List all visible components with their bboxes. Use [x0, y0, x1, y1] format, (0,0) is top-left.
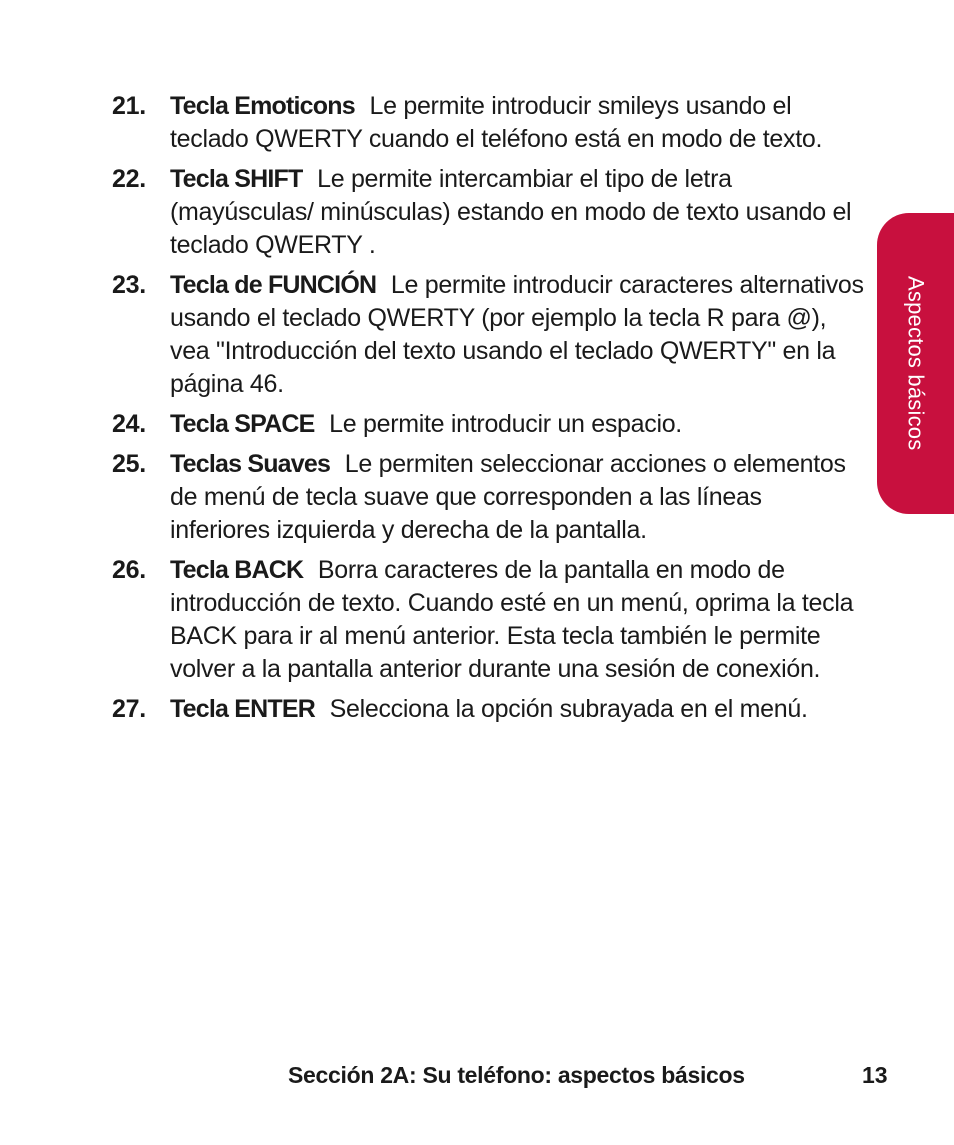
item-description: Le permite introducir caracteres alternativos usando el teclado QWERTY (por ejemplo la tecla R para @), vea "Introducción del texto usando el teclado QWERTY" en la página 46.	[170, 271, 864, 398]
item-description: Le permite introducir smileys usando el teclado QWERTY cuando el teléfono está en modo de texto.	[170, 92, 823, 153]
item-number: 21.	[112, 92, 146, 120]
item-description: Le permiten seleccionar acciones o elementos de menú de tecla suave que corresponden a las líneas inferiores izquierda y derecha de la pantalla.	[170, 450, 846, 544]
page-number: 13	[862, 1062, 888, 1088]
list-item	[112, 693, 864, 726]
item-term: Tecla Emoticons	[170, 92, 355, 120]
item-number: 27.	[112, 695, 146, 723]
item-term: Tecla de FUNCIÓN	[170, 271, 377, 299]
item-description: Selecciona la opción subrayada en el menú.	[329, 695, 808, 723]
item-number: 23.	[112, 271, 146, 299]
item-term: Tecla BACK	[170, 556, 304, 584]
side-tab-label: Aspectos básicos	[903, 276, 929, 451]
item-term: Tecla ENTER	[170, 695, 315, 723]
item-description: Le permite introducir un espacio.	[329, 410, 682, 438]
item-description: Borra caracteres de la pantalla en modo de introducción de texto. Cuando esté en un menú, oprima la tecla BACK para ir al menú anterior. Esta tecla también le permite volver a la pantalla anterior durante una sesión de conexión.	[170, 556, 854, 683]
list-item	[112, 163, 864, 262]
list-item	[112, 269, 864, 401]
item-description: Le permite intercambiar el tipo de letra (mayúsculas/ minúsculas) estando en modo de texto usando el teclado QWERTY .	[170, 165, 852, 259]
key-description-list	[112, 90, 864, 733]
list-item	[112, 554, 864, 686]
item-number: 25.	[112, 450, 146, 478]
item-number: 22.	[112, 165, 146, 193]
item-term: Tecla SHIFT	[170, 165, 303, 193]
item-term: Teclas Suaves	[170, 450, 331, 478]
item-number: 24.	[112, 410, 146, 438]
list-item	[112, 408, 864, 441]
item-term: Tecla SPACE	[170, 410, 315, 438]
footer-section-title: Sección 2A: Su teléfono: aspectos básicos	[288, 1062, 745, 1088]
item-number: 26.	[112, 556, 146, 584]
list-item	[112, 448, 864, 547]
section-side-tab	[877, 213, 954, 514]
list-item	[112, 90, 864, 156]
